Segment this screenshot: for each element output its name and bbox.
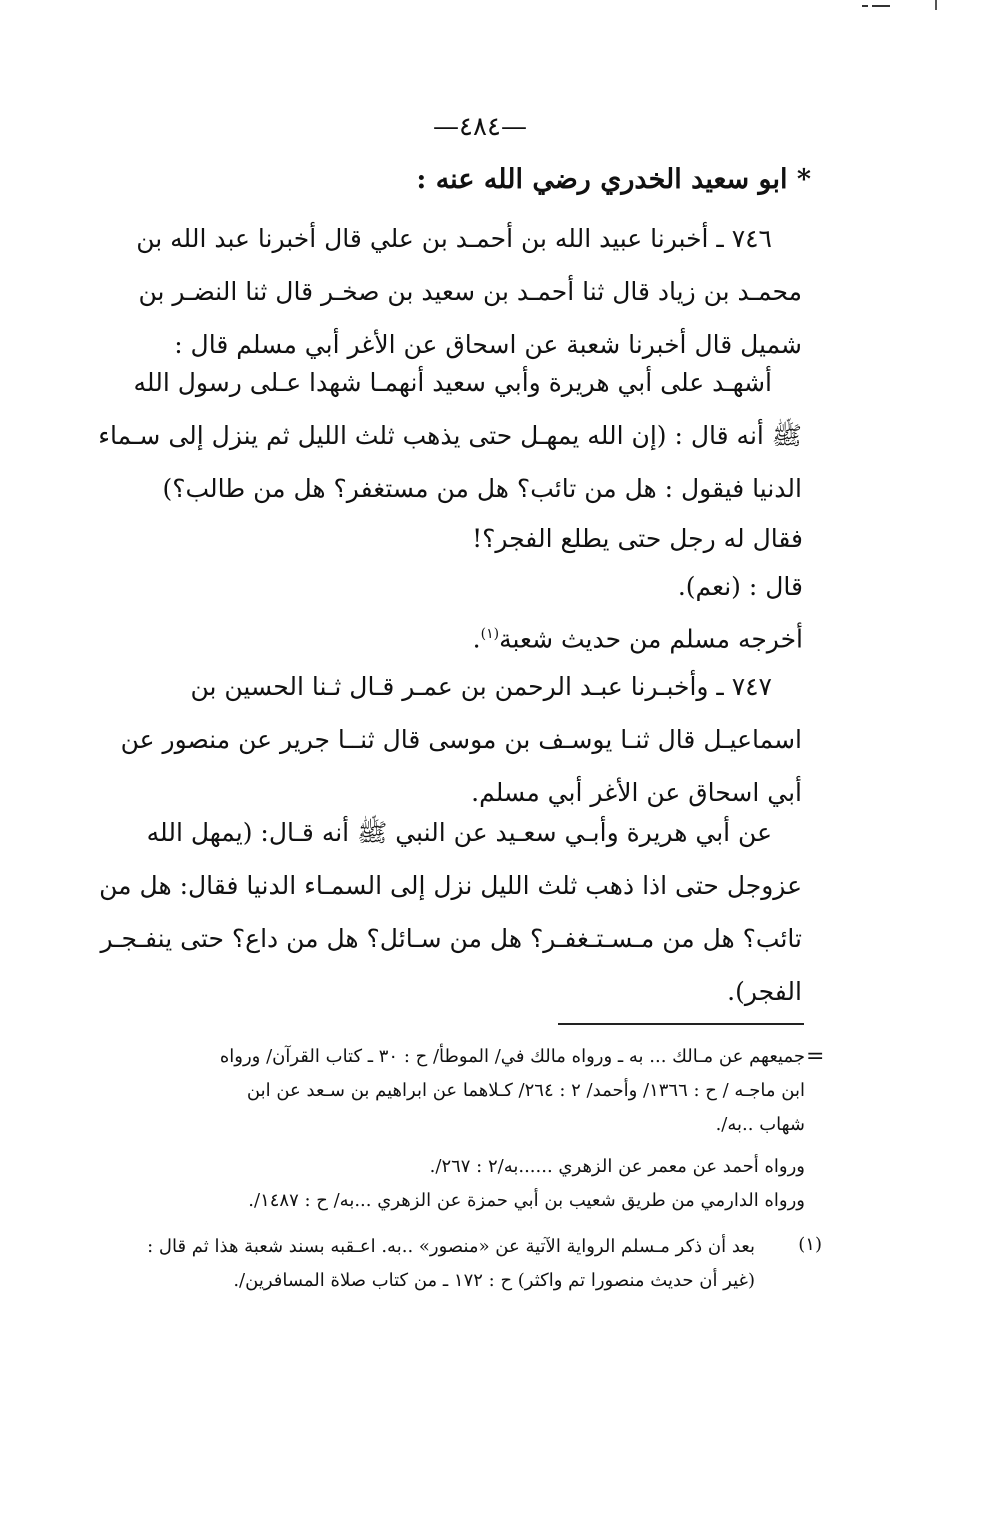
text-line: الدنيا فيقول : هل من تائب؟ هل من مستغفر؟ هل من طالب؟) bbox=[162, 474, 802, 503]
takhrij-text: أخرجه مسلم من حديث شعبة bbox=[499, 624, 803, 654]
text-line: ﷺ أنه قال : (إن الله يمهـل حتى يذهب ثلث الليل ثم ينزل إلى سـماء bbox=[98, 421, 802, 450]
text-line: تائب؟ هل من مـسـتـغفـر؟ هل من سـائل؟ هل من داع؟ حتى ينفـجـر bbox=[100, 924, 802, 953]
section-title: * ابو سعيد الخدري رضي الله عنه : bbox=[416, 164, 811, 195]
continuation-mark: = bbox=[806, 1044, 825, 1069]
footnote-1-number: (١) bbox=[798, 1234, 822, 1255]
answer-line: قال : (نعم). bbox=[677, 572, 803, 601]
page-number: —٤٨٤— bbox=[433, 112, 527, 142]
footnote-line: جميعهم عن مـالك ... به ـ ورواه مالك في/ الموطأ/ ح : ٣٠ ـ كتاب القرآن/ ورواه bbox=[219, 1046, 805, 1067]
footnote-line: شهاب ..به/. bbox=[715, 1114, 805, 1135]
takhrij-line: أخرجه مسلم من حديث شعبة$^{(١)}$. bbox=[472, 624, 803, 654]
text-line: أشهـد على أبي هريرة وأبي سعيد أنهمـا شهدا عـلى رسول الله bbox=[133, 368, 772, 397]
footnote-1 bbox=[135, 1230, 755, 1298]
corner-scan-mark bbox=[862, 2, 892, 10]
text-line: اسماعيـل قال ثنـا يوسـف بن موسى قال ثنــا جرير عن منصور عن bbox=[120, 725, 802, 754]
corner-scan-rule bbox=[935, 0, 937, 10]
hadith-747-matn bbox=[99, 806, 802, 1018]
footnote-line: ابن ماجـه / ح : ١٣٦٦/ وأحمد/ ٢ : ٢٦٤/ كـلاهما عن ابراهيم بن سـعد عن ابن bbox=[246, 1080, 805, 1101]
footnote-line: (غير أن حديث منصورا تم واكثر) ح : ١٧٢ ـ من كتاب صلاة المسافرين/. bbox=[233, 1270, 755, 1291]
text-line: أبي اسحاق عن الأغر أبي مسلم. bbox=[471, 778, 802, 807]
footnote-line: ورواه الدارمي من طريق شعيب بن أبي حمزة عن الزهري ...به/ ح : ١٤٨٧/. bbox=[248, 1190, 805, 1211]
text-line: شميل قال أخبرنا شعبة عن اسحاق عن الأغر أبي مسلم قال : bbox=[174, 330, 802, 359]
footnote-line: بعد أن ذكر مـسلم الرواية الآتية عن «منصور» ..به. اعـقبه بسند شعبة هذا ثم قال : bbox=[147, 1236, 755, 1257]
footnote-separator bbox=[558, 1023, 804, 1025]
text-line: عزوجل حتى اذا ذهب ثلث الليل نزل إلى السمـاء الدنيا فقال: هل من bbox=[99, 871, 802, 900]
question-line: فقال له رجل حتى يطلع الفجر؟! bbox=[472, 524, 803, 553]
text-line: ٧٤٧ ـ وأخبـرنا عبـد الرحمن بن عمـر قـال ثـنا الحسين بن bbox=[190, 672, 772, 701]
footnote-continuation bbox=[135, 1040, 805, 1142]
text-line: محمـد بن زياد قال ثنا أحمـد بن سعيد بن صخـر قال ثنا النضـر بن bbox=[138, 277, 802, 306]
footnote-line: ورواه أحمد عن معمر عن الزهري ......به/٢ : ٢٦٧/. bbox=[429, 1156, 805, 1177]
footnote-ref: (١) bbox=[480, 626, 500, 642]
text-line: الفجر). bbox=[727, 977, 802, 1006]
text-line: ٧٤٦ ـ أخبرنا عبيد الله بن أحمـد بن علي قال أخبرنا عبد الله بن bbox=[136, 224, 772, 253]
footnote-riwayat bbox=[135, 1150, 805, 1218]
hadith-747-isnad bbox=[120, 660, 802, 819]
hadith-746-isnad bbox=[132, 212, 802, 371]
hadith-746-matn bbox=[98, 356, 802, 515]
text-line: عن أبي هريرة وأبـي سعـيد عن النبي ﷺ أنه قـال: (يمهل الله bbox=[146, 818, 772, 847]
